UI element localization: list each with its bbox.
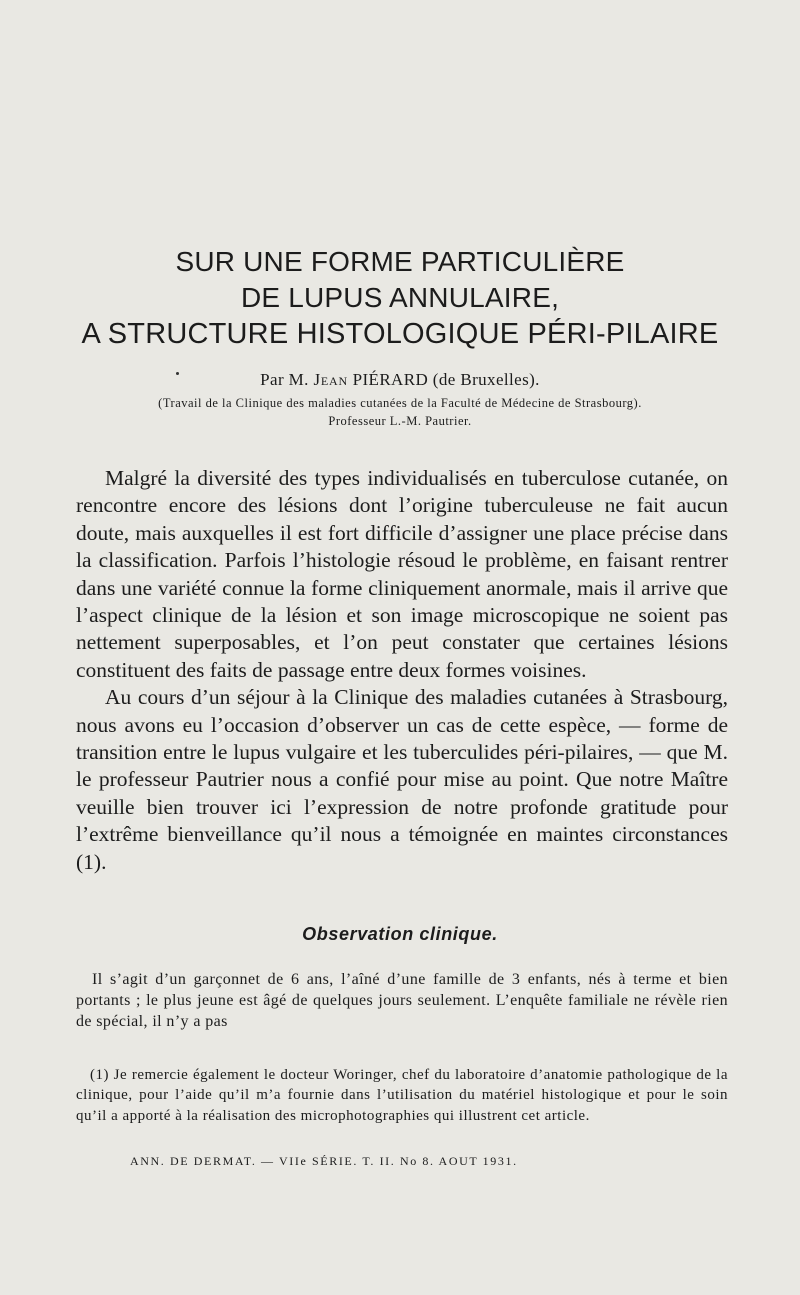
section-heading: Observation clinique. bbox=[302, 924, 498, 944]
affiliation-line-2: Professeur L.-M. Pautrier. bbox=[328, 414, 472, 428]
footnote bbox=[76, 1065, 728, 1126]
body-paragraph-1: Malgré la diversité des types individualisés en tuberculose cutanée, on rencontre encore des lésions dont l’origine tuberculeuse ne fait aucun doute, mais auxquelles il est fort difficile d’assigner une place précise dans la classification. Parfois l’histologie résoud le problème, en faisant rentrer dans une variété connue la forme cliniquement anormale, mais il arrive que l’aspect clinique de la lésion et son image microscopique ne soient pas nettement superposables, et l’on peut constater que certaines lésions constituent des faits de passage entre deux formes voisines. bbox=[76, 466, 728, 682]
affiliation-line-1: (Travail de la Clinique des maladies cutanées de la Faculté de Médecine de Strasbourg). bbox=[158, 396, 642, 410]
footnote-text: (1) Je remercie également le docteur Woringer, chef du laboratoire d’anatomie pathologique de la clinique, pour l’aide qu’il m’a fournie dans l’utilisation du matériel histologique et pour le soin qu’il a apporté à la réalisation des microphotographies qui illustrent cet article. bbox=[76, 1067, 728, 1124]
body-paragraph-2: Au cours d’un séjour à la Clinique des maladies cutanées à Strasbourg, nous avons eu l’occasion d’observer un cas de cette espèce, — forme de transition entre le lupus vulgaire et les tuberculides péri-pilaires, — que M. le professeur Pautrier nous a confié pour mise au point. Que notre Maître veuille bien trouver ici l’expression de notre profonde gratitude pour l’extrême bienveillance qu’il nous a témoignée en maintes circonstances (1). bbox=[76, 685, 728, 874]
journal-reference: ANN. DE DERMAT. — VIIe SÉRIE. T. II. No 8. AOUT 1931. bbox=[130, 1154, 518, 1168]
article-body bbox=[76, 465, 728, 876]
article-title-line-3: A STRUCTURE HISTOLOGIQUE PÉRI-PILAIRE bbox=[81, 318, 719, 350]
author-first-name: Jean bbox=[313, 370, 348, 389]
observation-text bbox=[76, 969, 728, 1033]
byline-prefix: Par M. bbox=[260, 370, 314, 389]
author-surname-origin: PIÉRARD (de Bruxelles). bbox=[347, 370, 540, 389]
author-byline bbox=[0, 370, 800, 390]
observation-paragraph: Il s’agit d’un garçonnet de 6 ans, l’aîné d’une famille de 3 enfants, nés à terme et bien portants ; le plus jeune est âgé de quelques jours seulement. L’enquête familiale ne révèle rien de spécial, il n’y a pas bbox=[76, 971, 728, 1031]
article-title-line-1: SUR UNE FORME PARTICULIÈRE bbox=[175, 246, 625, 277]
article-title-line-2: DE LUPUS ANNULAIRE, bbox=[240, 282, 560, 313]
